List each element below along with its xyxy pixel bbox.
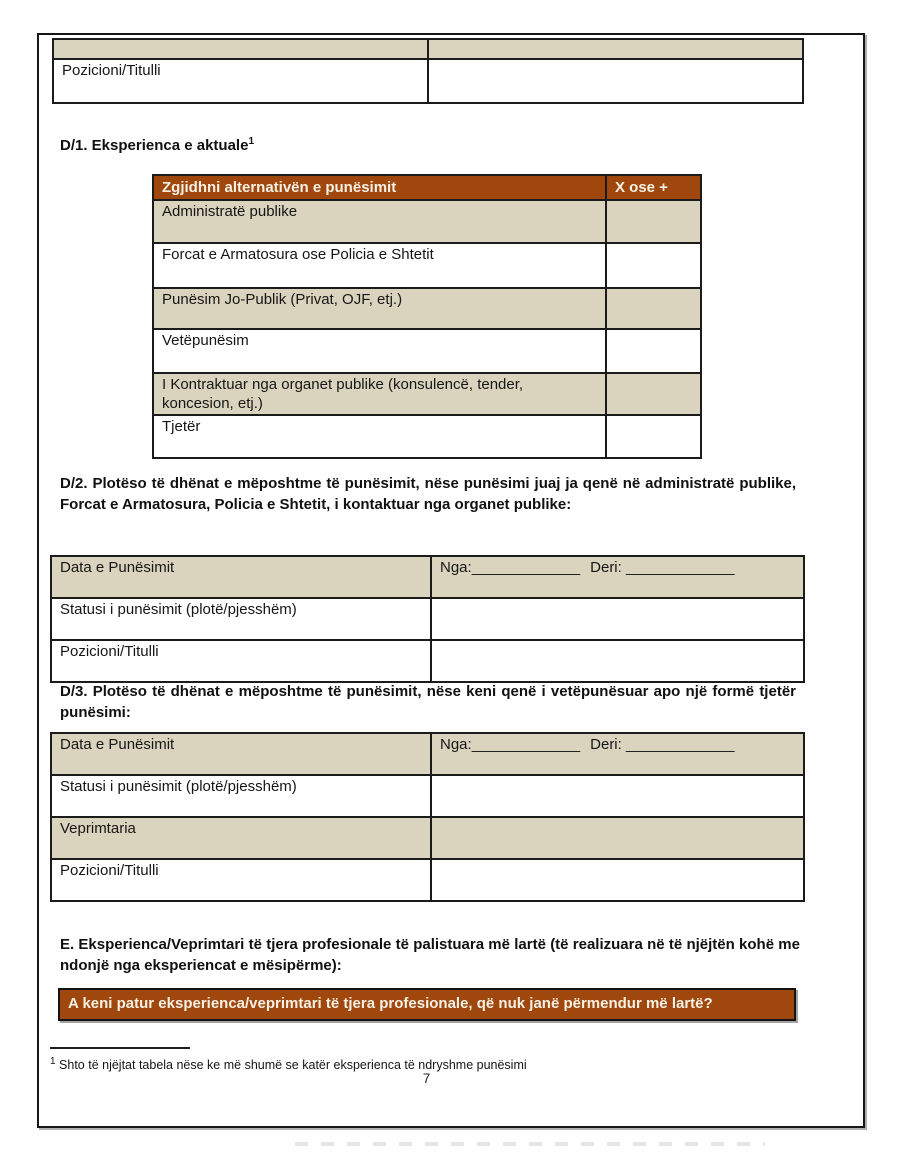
deri-blank-line[interactable]: _____________	[625, 559, 735, 576]
table-row	[51, 556, 804, 598]
footnote-separator	[50, 1047, 190, 1049]
row-label: Administratë publike	[153, 200, 606, 243]
table-row	[153, 329, 701, 373]
table-row	[51, 733, 804, 775]
section-e-heading: E. Eksperienca/Veprimtari të tjera profesionale të palistuara më lartë (të realizuara në të njëjtën kohë me ndonjë nga eksperiencat e mësipërme):	[60, 936, 800, 974]
page-number: 7	[422, 1071, 431, 1086]
nga-label: Nga:	[440, 559, 472, 576]
row-label: Pozicioni/Titulli	[51, 640, 431, 682]
row-label	[53, 39, 428, 59]
mark-cell[interactable]	[606, 373, 701, 415]
table-row	[51, 817, 804, 859]
date-range-cell[interactable]	[431, 556, 804, 598]
footnote-ref: 1	[248, 136, 254, 147]
continuation-table	[52, 38, 804, 104]
mark-cell[interactable]	[606, 243, 701, 288]
value-cell[interactable]	[431, 640, 804, 682]
row-label: Data e Punësimit	[51, 733, 431, 775]
row-label: Statusi i punësimit (plotë/pjesshëm)	[51, 598, 431, 640]
value-cell[interactable]	[431, 817, 804, 859]
nga-blank-line[interactable]: _____________	[471, 736, 581, 753]
section-d3-heading: D/3. Plotëso të dhënat e mëposhtme të punësimit, nëse keni qenë i vetëpunësuar apo një formë tjetër punësimi:	[60, 683, 796, 721]
row-label: Veprimtaria	[51, 817, 431, 859]
row-label: I Kontraktuar nga organet publike (konsulencë, tender, koncesion, etj.)	[153, 373, 606, 415]
nga-blank-line[interactable]: _____________	[471, 559, 581, 576]
d2-employment-details-table	[50, 555, 805, 683]
row-label: Punësim Jo-Publik (Privat, OJF, etj.)	[153, 288, 606, 329]
footnote-text: Shto të njëjtat tabela nëse ke më shumë se katër eksperienca të ndryshme punësimi	[55, 1058, 527, 1073]
row-label: Pozicioni/Titulli	[53, 59, 428, 103]
mark-cell[interactable]	[606, 200, 701, 243]
column-header: X ose +	[606, 175, 701, 200]
table-row	[153, 243, 701, 288]
row-label: Statusi i punësimit (plotë/pjesshëm)	[51, 775, 431, 817]
deri-label: Deri:	[590, 736, 622, 753]
footnote-marker: 1	[50, 1056, 56, 1067]
table-row	[51, 859, 804, 901]
table-row	[153, 415, 701, 458]
date-range-cell[interactable]	[431, 733, 804, 775]
section-d1-heading: D/1. Eksperienca e aktuale$^1$	[60, 136, 254, 154]
value-cell[interactable]	[431, 859, 804, 901]
nga-label: Nga:	[440, 736, 472, 753]
value-cell[interactable]	[428, 59, 803, 103]
deri-label: Deri:	[590, 559, 622, 576]
next-page-artifact	[295, 1142, 765, 1146]
mark-cell[interactable]	[606, 329, 701, 373]
table-row	[153, 200, 701, 243]
section-e-question-banner: A keni patur eksperienca/veprimtari të tjera profesionale, që nuk janë përmendur më lartë?	[58, 988, 796, 1021]
table-row	[53, 39, 803, 59]
table-header-row	[153, 175, 701, 200]
d1-employment-alternatives-table	[152, 174, 702, 459]
d3-selfemployment-details-table	[50, 732, 805, 902]
row-label: Data e Punësimit	[51, 556, 431, 598]
section-d2-heading: D/2. Plotëso të dhënat e mëposhtme të punësimit, nëse punësimi juaj ja qenë në administratë publike, Forcat e Armatosura, Policia e Shtetit, i kontaktuar nga organet publike:	[60, 475, 796, 513]
row-label: Vetëpunësim	[153, 329, 606, 373]
mark-cell[interactable]	[606, 288, 701, 329]
value-cell[interactable]	[431, 775, 804, 817]
row-label: Pozicioni/Titulli	[51, 859, 431, 901]
table-row	[153, 373, 701, 415]
value-cell[interactable]	[431, 598, 804, 640]
deri-blank-line[interactable]: _____________	[625, 736, 735, 753]
table-row	[51, 598, 804, 640]
table-row	[51, 640, 804, 682]
table-row	[53, 59, 803, 103]
row-label: Forcat e Armatosura ose Policia e Shtetit	[153, 243, 606, 288]
table-row	[153, 288, 701, 329]
mark-cell[interactable]	[606, 415, 701, 458]
row-label: Tjetër	[153, 415, 606, 458]
column-header: Zgjidhni alternativën e punësimit	[153, 175, 606, 200]
value-cell[interactable]	[428, 39, 803, 59]
table-row	[51, 775, 804, 817]
